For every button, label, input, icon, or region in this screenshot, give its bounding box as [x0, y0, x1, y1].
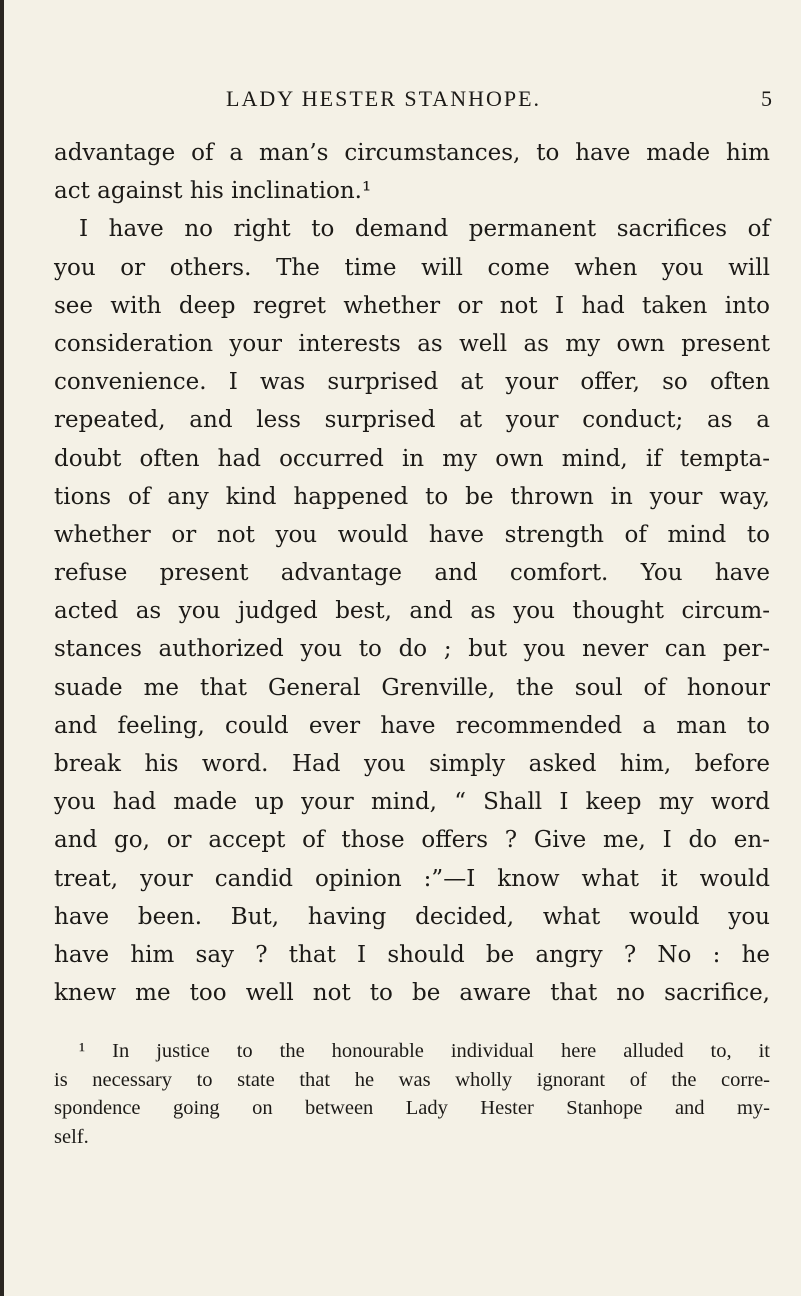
- footnote: [54, 1037, 770, 1152]
- footnote-line: is necessary to state that he was wholly ignorant of the corre-: [54, 1068, 770, 1091]
- text-line: and feeling, could ever have recommended a man to: [54, 712, 770, 739]
- text-line: consideration your interests as well as my own present: [54, 330, 770, 357]
- text-line: treat, your candid opinion :”—I know what it would: [54, 865, 770, 892]
- text-line: you had made up your mind, “ Shall I keep my word: [54, 789, 770, 816]
- text-line: knew me too well not to be aware that no sacrifice,: [54, 980, 770, 1007]
- text-line: break his word. Had you simply asked him, before: [54, 751, 770, 777]
- page-binding-edge: [0, 0, 4, 1296]
- text-line: repeated, and less surprised at your conduct; as a: [54, 407, 770, 434]
- text-line: see with deep regret whether or not I had taken into: [54, 292, 770, 319]
- text-line: you or others. The time will come when you will: [54, 254, 770, 281]
- text-line: have him say ? that I should be angry ? No : he: [54, 941, 770, 968]
- text-line: I have no right to demand permanent sacrifices of: [79, 216, 770, 243]
- page-number: 5: [761, 86, 772, 111]
- text-line: suade me that General Grenville, the soul of honour: [54, 674, 770, 701]
- running-header: [0, 86, 801, 116]
- body-text: [54, 134, 770, 1012]
- text-line: advantage of a man’s circumstances, to have made him: [54, 140, 770, 166]
- text-line: doubt often had occurred in my own mind, if tempta-: [54, 445, 770, 472]
- text-line: and go, or accept of those offers ? Give me, I do en-: [54, 827, 770, 854]
- text-line: act against his inclination.¹: [54, 178, 372, 205]
- running-title: LADY HESTER STANHOPE.: [226, 86, 542, 111]
- text-line: whether or not you would have strength of mind to: [54, 521, 770, 548]
- text-line: have been. But, having decided, what would you: [54, 903, 770, 930]
- footnote-line: spondence going on between Lady Hester Stanhope and my-: [54, 1097, 770, 1120]
- text-line: acted as you judged best, and as you thought circum-: [54, 598, 770, 625]
- footnote-line: ¹ In justice to the honourable individual here alluded to, it: [79, 1040, 770, 1062]
- text-line: convenience. I was surprised at your offer, so often: [54, 369, 770, 396]
- text-line: refuse present advantage and comfort. You have: [54, 560, 770, 587]
- footnote-line: self.: [54, 1126, 89, 1149]
- text-line: stances authorized you to do ; but you never can per-: [54, 636, 770, 663]
- text-line: tions of any kind happened to be thrown in your way,: [54, 483, 770, 510]
